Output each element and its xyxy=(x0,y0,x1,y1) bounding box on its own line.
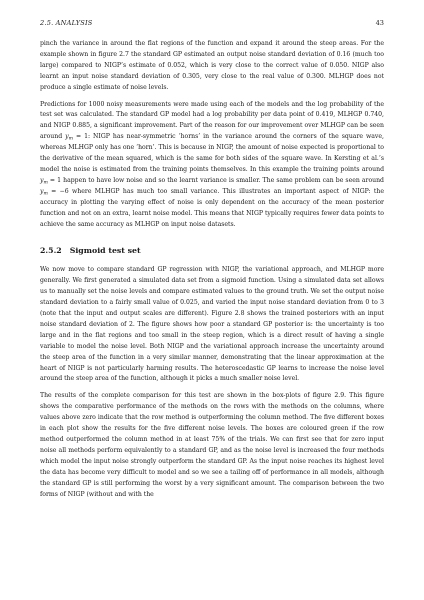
math-symbol: y xyxy=(40,176,44,184)
running-header-section: 2.5. ANALYSIS xyxy=(40,19,93,27)
paragraph-sigmoid-intro: We now move to compare standard GP regression with NIGP, the variational approach, and MLHGP more generally. We first generated a simulated data set from a sigmoid function. Using a simulated data set allows us to manually set the noise levels and compare estimated values to the ground truth. We set the output noise standard deviation to a fairly small value of 0.025, and varied the input noise standard deviation from 0 to 3 (note that the input and output scales are different). Figure 2.8 shows the trained posteriors with an input noise standard deviation of 2. The figure shows how poor a standard GP posterior is: the uncertainty is too large and in the flat regions and too small in the steep region, which is a direct result of having a single variable to model the noise level. Both NIGP and the variational approach increase the uncertainty around the steep area of the function in a very similar manner, demonstrating that the linear approximation at the heart of NIGP is not particularly harming results. The heteroscedastic GP learns to increase the noise level around the steep area of the function, although it picks a much smaller noise level. xyxy=(40,266,384,383)
body-text xyxy=(40,39,384,506)
text-run: = 1 happen to have low noise and so the learnt variance is smaller. The same problem can be seen around xyxy=(47,176,384,184)
math-symbol: y xyxy=(40,187,44,195)
math-subscript: m xyxy=(43,180,48,186)
paragraph-continuation: pinch the variance in around the flat regions of the function and expand it around the steep areas. For the example shown in figure 2.7 the standard GP estimated an output noise standard deviation of 0.16 (much too large) compared to NIGP’s estimate of 0.052, which is very close to the correct value of 0.050. NIGP also learnt an input noise standard deviation of 0.305, very close to the real value of 0.300. MLHGP does not produce a single estimate of noise levels. xyxy=(40,40,384,91)
paragraph-results: The results of the complete comparison for this test are shown in the box-plots of figure 2.9. This figure shows the comparative performance of the methods on the rows with the methods on the columns, where values above zero indicate that the row method is outperforming the column method. The five different boxes in each plot show the results for the five different noise levels. The boxes are coloured green if the row method outperformed the column method in at least 75% of the trials. We can first see that for zero input noise all methods perform equivalently to a standard GP, and as the noise level is increased the four methods which model the input noise strongly outperform the standard GP. As the input noise reaches its highest level the data has become very difficult to model and so we see a tailing off of performance in all models, although the standard GP is still performing the worst by a very significant amount. The comparison between the two forms of NIGP (without and with the xyxy=(40,392,384,498)
paragraph-predictions xyxy=(40,100,384,231)
math-symbol: y xyxy=(65,133,69,141)
text-run: Predictions for 1000 noisy measurements were made using each of the models and the log probability of the test set was calculated. The standard GP model had a log probability per data point of 0.419, MLHGP 0.740, and NIGP 0.885, a significant improvement. Part of the reason for our improvement over MLHGP can be seen around xyxy=(40,100,384,141)
section-heading xyxy=(40,245,384,256)
page-number: 43 xyxy=(375,19,384,27)
section-number: 2.5.2 xyxy=(40,246,62,256)
section-title: Sigmoid test set xyxy=(69,246,141,256)
text-run: = −6 where MLHGP has much too small variance. This illustrates an important aspect of NIGP: the accuracy in plotting the varying effect of noise is only dependent on the accuracy of the mean posterior function and not on an extra, learnt noise model. This means that NIGP typically requires fewer data points to achieve the same accuracy as MLHGP on input noise datasets. xyxy=(40,187,384,228)
math-subscript: m xyxy=(68,136,73,142)
math-var xyxy=(40,177,48,184)
math-subscript: m xyxy=(43,191,48,197)
text-run: = 1: NIGP has near-symmetric ‘horns’ in the variance around the corners of the square wave, whereas MLHGP only has one ‘horn’. This is because in NIGP, the amount of noise expected is proportional to the derivative of the mean squared, which is the same for both sides of the square wave. In Kersting et al.’s model the noise is estimated from the training points themselves. In this example the training points around xyxy=(40,133,384,173)
running-header xyxy=(40,18,384,28)
math-var xyxy=(40,188,48,195)
math-var xyxy=(65,133,73,140)
